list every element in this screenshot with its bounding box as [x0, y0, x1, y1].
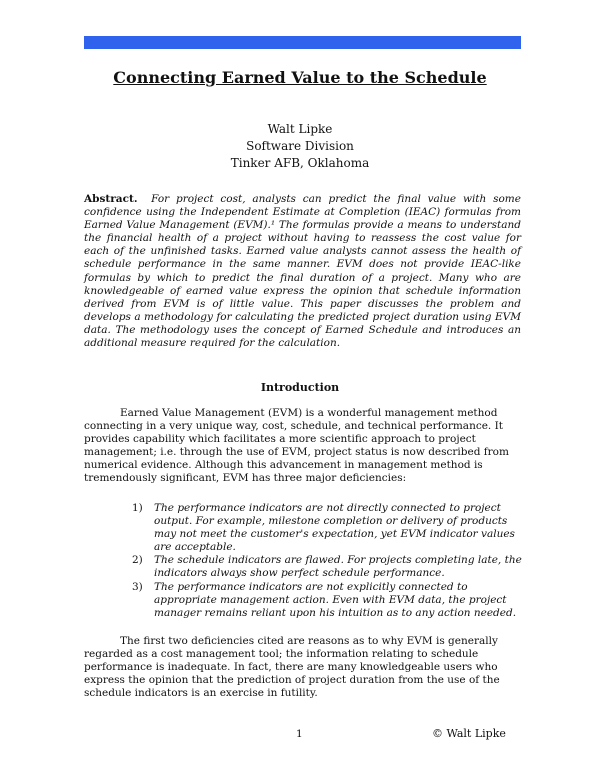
list-item-text: The schedule indicators are flawed. For projects completing late, the indicators always show perfect schedule performance.: [154, 554, 522, 580]
section-heading-introduction: Introduction: [260, 381, 340, 394]
list-item-text: The performance indicators are not explicitly connected to appropriate management action. Even with EVM data, the project manager remains reliant upon his intuition as to any action needed.: [154, 580, 517, 619]
list-item-text: The performance indicators are not directly connected to project output. For example, milestone completion or delivery of products may not meet the customer's expectation, yet EVM indicator values are acceptable.: [154, 502, 515, 554]
list-item: [132, 502, 522, 554]
intro-paragraph-1: [84, 407, 521, 486]
author-division: Software Division: [246, 139, 354, 153]
abstract: [84, 193, 521, 350]
author-location: Tinker AFB, Oklahoma: [230, 156, 370, 170]
author-block: [0, 121, 600, 172]
author-name: Walt Lipke: [267, 122, 333, 136]
intro-paragraph-1-text: Earned Value Management (EVM) is a wonderful management method connecting in a very unique way, cost, schedule, and technical performance. It provides capability which facilitates a more scientific approach to project management; i.e. through the use of EVM, project status is now described from numerical evidence. Although this advancement in management method is tremendously significant, EVM has three major deficiencies:: [84, 407, 509, 485]
deficiency-list: [132, 502, 522, 620]
copyright-notice: © Walt Lipke: [432, 727, 506, 740]
abstract-text: For project cost, analysts can predict the final value with some confidence using the Independent Estimate at Completion (IEAC) formulas from Earned Value Management (EVM).¹ The formulas provide a means to understand the financial health of a project without having to reassess the cost value for each of the unfinished tasks. Earned value analysts cannot assess the health of schedule performance in the same manner. EVM does not provide IEAC-like formulas by which to predict the final duration of a project. Many who are knowledgeable of earned value express the opinion that schedule information derived from EVM is of little value. This paper discusses the problem and develops a methodology for calculating the predicted project duration using EVM data. The methodology uses the concept of Earned Schedule and introduces an additional measure required for the calculation.: [84, 193, 521, 350]
list-item-number: 1): [132, 502, 143, 514]
list-item: [132, 554, 522, 580]
abstract-label: Abstract.: [84, 193, 138, 205]
page-number: 1: [296, 728, 303, 740]
intro-paragraph-2-text: The first two deficiencies cited are reasons as to why EVM is generally regarded as a cost management tool; the information relating to schedule performance is inadequate. In fact, there are many knowledgeable users who express the opinion that the prediction of project duration from the use of the schedule indicators is an exercise in futility.: [84, 635, 500, 700]
header-bar: [84, 36, 521, 49]
list-item: [132, 581, 522, 620]
list-item-number: 2): [132, 554, 143, 567]
intro-paragraph-2: [84, 635, 521, 700]
list-item-number: 3): [132, 580, 143, 593]
paper-title: Connecting Earned Value to the Schedule: [113, 68, 487, 87]
